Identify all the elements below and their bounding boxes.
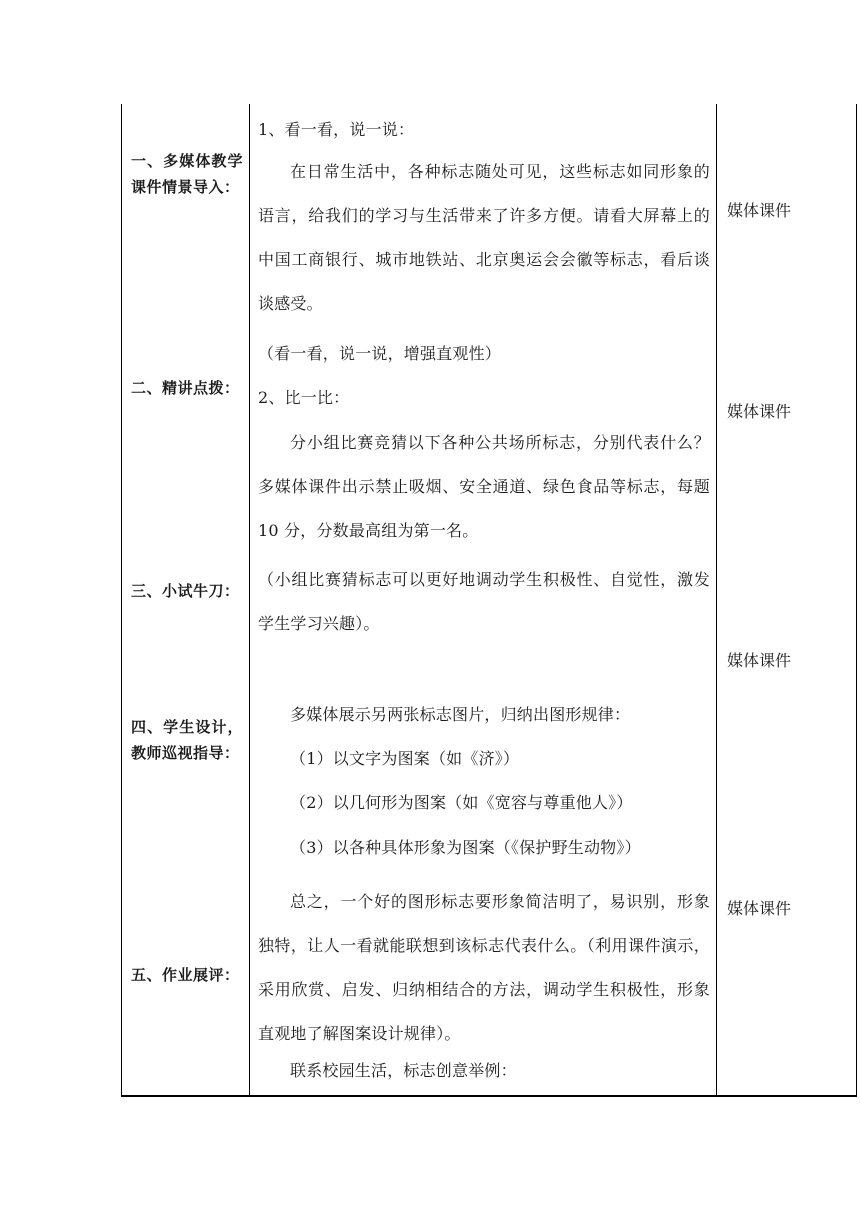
table-border-right <box>856 104 857 1096</box>
table-divider-1 <box>249 104 250 1096</box>
media-label-1: 媒体课件 <box>727 201 792 220</box>
step-label-showcase: 五、作业展评： <box>131 966 240 984</box>
content-column <box>252 104 714 1096</box>
step-label-practice: 三、小试牛刀： <box>131 582 240 600</box>
content-paragraph-summary: 总之，一个好的图形标志要形象简洁明了，易识别，形象独特，让人一看就能联想到该标志代表什么。（利用课件演示，采用欣赏、启发、归纳相结合的方法，调动学生积极性，形象直观地了解图案设计规律）。 <box>258 892 710 1043</box>
table-divider-2 <box>716 104 717 1096</box>
content-paragraph-intro: 在日常生活中，各种标志随处可见，这些标志如同形象的语言，给我们的学习与生活带来了许多方便。请看大屏幕上的中国工商银行、城市地铁站、北京奥运会会徽等标志，看后谈谈感受。 <box>258 162 710 313</box>
content-note-look: （看一看，说一说，增强直观性） <box>258 344 502 363</box>
media-label-2: 媒体课件 <box>727 402 792 421</box>
content-heading-compare: 2、比一比： <box>258 388 350 407</box>
content-paragraph-campus: 联系校园生活，标志创意举例： <box>290 1061 517 1080</box>
content-heading-look: 1、看一看，说一说： <box>258 120 415 139</box>
step-label-intro: 一、多媒体教学课件情景导入： <box>131 152 243 196</box>
steps-column <box>125 104 247 1096</box>
media-label-4: 媒体课件 <box>727 899 792 918</box>
content-paragraph-compare: 分小组比赛竞猜以下各种公共场所标志，分别代表什么？多媒体课件出示禁止吸烟、安全通道、绿色食品等标志，每题 10 分，分数最高组为第一名。 <box>258 433 710 540</box>
content-rule-3: （3）以各种具体形象为图案（《保护野生动物》） <box>290 838 641 857</box>
media-label-3: 媒体课件 <box>727 651 792 670</box>
content-rule-1: （1）以文字为图案（如《济》） <box>290 749 520 768</box>
content-paragraph-show: 多媒体展示另两张标志图片，归纳出图形规律： <box>290 705 631 724</box>
step-label-design: 四、学生设计，教师巡视指导： <box>131 718 243 762</box>
step-label-explain: 二、精讲点拨： <box>131 379 240 397</box>
table-border-left <box>121 104 122 1096</box>
content-rule-2: （2）以几何形为图案（如《宽容与尊重他人》） <box>290 793 633 812</box>
content-note-compare: （小组比赛猜标志可以更好地调动学生积极性、自觉性，激发学生学习兴趣）。 <box>258 570 710 633</box>
media-column <box>719 104 856 1096</box>
